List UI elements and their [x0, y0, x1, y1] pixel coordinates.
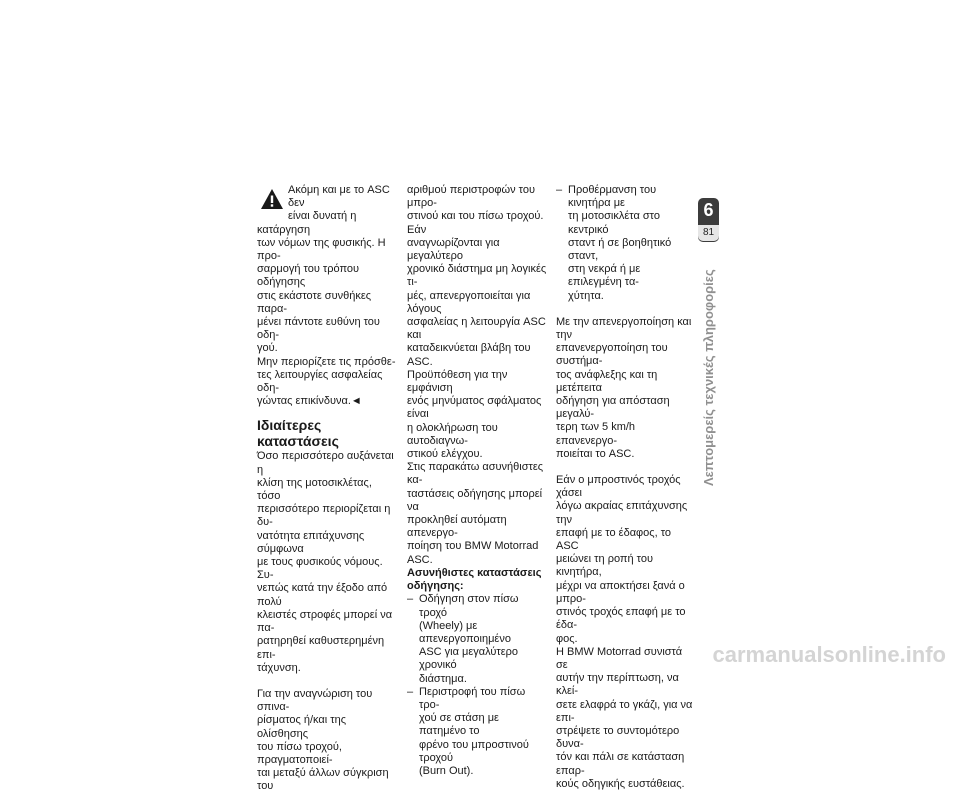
list-item: – Περιστροφή του πίσω τρο- χού σε στάση με πατημένο το φρένο του μπροστινού τροχού (Burn Out).: [407, 685, 529, 777]
subheading: Ασυνήθιστες καταστάσεις οδήγησης:: [407, 566, 542, 593]
dash-bullet: –: [407, 685, 414, 698]
chapter-number: 6: [703, 200, 714, 220]
watermark-text: carmanualsonline.info: [712, 642, 946, 667]
page-number: 81: [698, 225, 719, 241]
dash-bullet: –: [407, 593, 414, 606]
text-column-1: [257, 184, 397, 794]
body-paragraph: Για την αναγνώριση του σπινα- ρίσματος ή/και της ολίσθησης του πίσω τροχού, πραγματοποιεί- ται μεταξύ άλλων σύγκριση του: [257, 687, 389, 793]
dash-bullet: –: [556, 184, 563, 196]
warning-text-2: Μην περιορίζετε τις πρόσθε- τες λειτουργίες ασφαλείας οδη- γώντας επικίνδυνα.◄: [257, 355, 396, 408]
list-item: – Προθέρμανση του κινητήρα με τη μοτοσικλέτα στο κεντρικό σταντ ή σε βοηθητικό σταντ, στη νεκρά ή με επιλεγμένη τα- χύτητα.: [556, 184, 672, 302]
text-column-2: [407, 184, 547, 778]
list-item: – Οδήγηση στον πίσω τροχό (Wheely) με απενεργοποιημένο ASC για μεγαλύτερο χρονικό διάστημα.: [407, 593, 519, 685]
chapter-tab: [698, 198, 719, 242]
bullet-list: [407, 593, 547, 778]
warning-block: [257, 184, 397, 408]
body-paragraph: Με την απενεργοποίηση και την επανενεργοποίηση του συστήμα- τος ανάφλεξης και τη μετέπειτα οδήγηση για απόσταση μεγαλύ- τερη των 5 km/h επανενεργο- ποιείται το ASC.: [556, 315, 692, 460]
body-paragraph: αριθμού περιστροφών του μπρο- στινού και του πίσω τροχού. Εάν αναγνωρίζονται για μεγαλύτερο χρονικό διάστημα μη λογικές τι- μές, απενεργοποιείται για λόγους ασφαλείας η λειτουργία ASC και καταδεικνύεται βλάβη του ASC.: [407, 184, 547, 368]
body-paragraph: Εάν ο μπροστινός τροχός χάσει λόγω ακραίας επιτάχυνσης την επαφή με το έδαφος, το ASC μειώνει τη ροπή του κινητήρα, μέχρι να αποκτήσει ξανά ο μπρο- στινός τροχός επαφή με το έδα- φος.: [556, 474, 688, 645]
warning-text: Ακόμη και με το ASC δεν είναι δυνατή η κατάργηση των νόμων της φυσικής. Η προ- σαρμογή του τρόπου οδήγησης στις εκάστοτε συνθήκες παρα- μένει πάντοτε ευθύνη του οδη- γού.: [257, 184, 390, 355]
section-heading: Ιδιαίτερες καταστάσεις: [257, 417, 339, 450]
body-paragraph: Στις παρακάτω ασυνήθιστες κα- ταστάσεις οδήγησης μπορεί να προκληθεί αυτόματη απενεργο- ποίηση του BMW Motorrad ASC.: [407, 461, 544, 566]
body-paragraph: Η BMW Motorrad συνιστά σε αυτήν την περίπτωση, να κλεί- σετε ελαφρά το γκάζι, για να επι- στρέψετε το συντομότερο δυνα- τόν και πάλι σε κατάσταση επαρ- κούς οδηγικής ευστάθειας.: [556, 645, 693, 790]
warning-triangle-icon: [260, 187, 284, 211]
bullet-list: [556, 184, 696, 303]
body-paragraph: Όσο περισσότερο αυξάνεται η κλίση της μοτοσικλέτας, τόσο περισσότερο περιορίζεται η δυ- νατότητα επιτάχυνσης σύμφωνα με τους φυσικούς νόμους. Συ- νεπώς κατά την έξοδο από πολύ κλειστές στροφές μπορεί να πα- ρατηρηθεί καθυστερημένη επι- τάχυνση.: [257, 450, 394, 674]
body-paragraph: Προϋπόθεση για την εμφάνιση ενός μηνύματος σφάλματος είναι η ολοκλήρωση του αυτοδιαγνω- στικού ελέγχου.: [407, 368, 542, 461]
chapter-title: Λεπτομερείς τεχνικές πληροφορίες: [701, 269, 716, 486]
text-column-3: [556, 184, 696, 791]
